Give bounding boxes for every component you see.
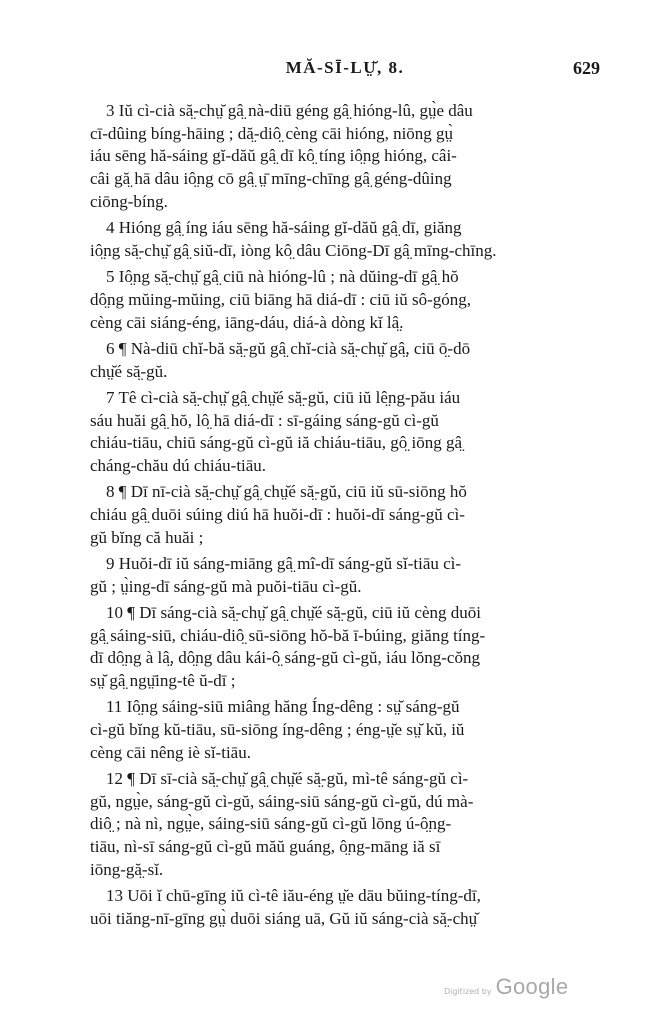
digitized-by-label: Digitized by <box>444 987 492 996</box>
google-logo: Google <box>495 974 569 999</box>
verse-8: 8 ¶ Dī nī-cià să̤-chṳ̆ gâ̤ chṳ̆é să̤-gŭ, ciū iŭ sū-siōng hŏ chiáu gâ̤ duōi súing diú hā huŏi-dī : huŏi-dī sáng-gŭ cì- gŭ bĭng că huăi ; <box>90 482 467 547</box>
verse-9: 9 Huŏi-dī iŭ sáng-miāng gâ̤ mî-dī sáng-gŭ sĭ-tiāu cì- gŭ ; ṳ̀ing-dī sáng-gŭ mà puŏi-tiāu cì-gŭ. <box>90 553 462 596</box>
verse-6: 6 ¶ Nà-diū chĭ-bă să̤-gŭ gâ̤ chĭ-cià să̤-chṳ̆ gâ̤, ciū ō̤-dō chṳ̆é să̤-gŭ. <box>90 338 471 381</box>
verse-4: 4 Hióng gâ̤ íng iáu sēng hă-sáing gĭ-dăŭ gâ̤ dī, giăng iô̤ng să̤-chṳ̆ gâ̤ siŭ-dī, iòng kô̤ dâu Ciōng-Dī gâ̤ mīng-chīng. <box>90 218 497 260</box>
verse-7: 7 Tê cì-cià să̤-chṳ̆ gâ̤ chṳ̆é să̤-gŭ, ciū iŭ lê̤ng-pău iáu sáu huăi gâ̤ hŏ, lô̤ hā diá-dī : sī-gáing sáng-gŭ cì-gŭ chiáu-tiāu, chiū sáng-gŭ cì-gŭ iă chiáu-tiāu, gô̤ iōng gâ̤ cháng-chău dú chiáu-tiāu. <box>90 387 462 475</box>
page-number: 629 <box>573 58 600 78</box>
verse-text-block <box>90 100 580 934</box>
page-header <box>90 58 600 84</box>
verse-13: 13 Uōi ĭ chū-gīng iŭ cì-tê iău-éng ṳ̆e dāu bŭing-tíng-dī, uōi tiăng-nī-gīng gṳ̀ duōi siáng uā, Gŭ iŭ sáng-cià să̤-chṳ̆ <box>90 886 481 928</box>
verse-11: 11 Iô̤ng sáing-siū miâng hăng Íng-dêng : sṳ̆ sáng-gŭ cì-gŭ bĭng kŭ-tiāu, sū-siōng íng-dêng ; éng-ṳ̆e sṳ̆ kŭ, iŭ cèng cāi nêng iè sĭ-tiāu. <box>90 697 465 762</box>
verse-5: 5 Iô̤ng să̤-chṳ̆ gâ̤ ciū nà hióng-lû ; nà dŭing-dī gâ̤ hŏ dô̤ng mŭing-mŭing, ciū biāng hā diá-dī : ciū iŭ sô-góng, cèng cāi siáng-éng, iāng-dáu, diá-à dòng kĭ lâ̤. <box>90 267 472 332</box>
verse-12: 12 ¶ Dī sī-cià să̤-chṳ̆ gâ̤ chṳ̆é să̤-gŭ, mì-tê sáng-gŭ cì- gŭ, ngṳ̀e, sáng-gŭ cì-gŭ, sáing-siū sáng-gŭ cì-gŭ, dú mà- diô̤ ; nà nì, ngṳ̀e, sáing-siū sáng-gŭ cì-gŭ lōng ú-ô̤ng- tiāu, nì-sī sáng-gŭ cì-gŭ măŭ guáng, ô̤ng-māng iă sī iōng-gă̤-sĭ. <box>90 769 474 879</box>
verse-10: 10 ¶ Dī sáng-cià să̤-chṳ̆ gâ̤ chṳ̆é să̤-gŭ, ciū iŭ cèng duōi gâ̤ sáing-siū, chiáu-diô̤ sū-siōng hŏ-bă ī-búing, giăng tíng- dī dô̤ng à lâ̤, dô̤ng dâu kái-ô̤ sáng-gŭ cì-gŭ, iáu lŏng-cŏng sṳ̆ gâ̤ ngṳ̄ing-tê ŭ-dī ; <box>90 602 486 691</box>
google-digitized-watermark <box>444 974 568 1004</box>
verse-3: 3 Iŭ cì-cià să̤-chṳ̆ gâ̤ nà-diū géng gâ̤ hióng-lû, gṳ̀e dâu cī-dûing bíng-hāing ; dă̤-diô̤ cèng cāi hióng, niōng gṳ̀ iáu sēng hă-sáing gĭ-dăŭ gâ̤ dī kô̤ tíng iô̤ng hióng, câi- câi gă̤ hā dâu iô̤ng cō gâ̤ ṳ̄ mīng-chīng gâ̤ géng-dûing ciōng-bíng. <box>90 101 473 211</box>
running-title: MĂ-SĪ-LṲ̆, 8. <box>285 58 405 77</box>
